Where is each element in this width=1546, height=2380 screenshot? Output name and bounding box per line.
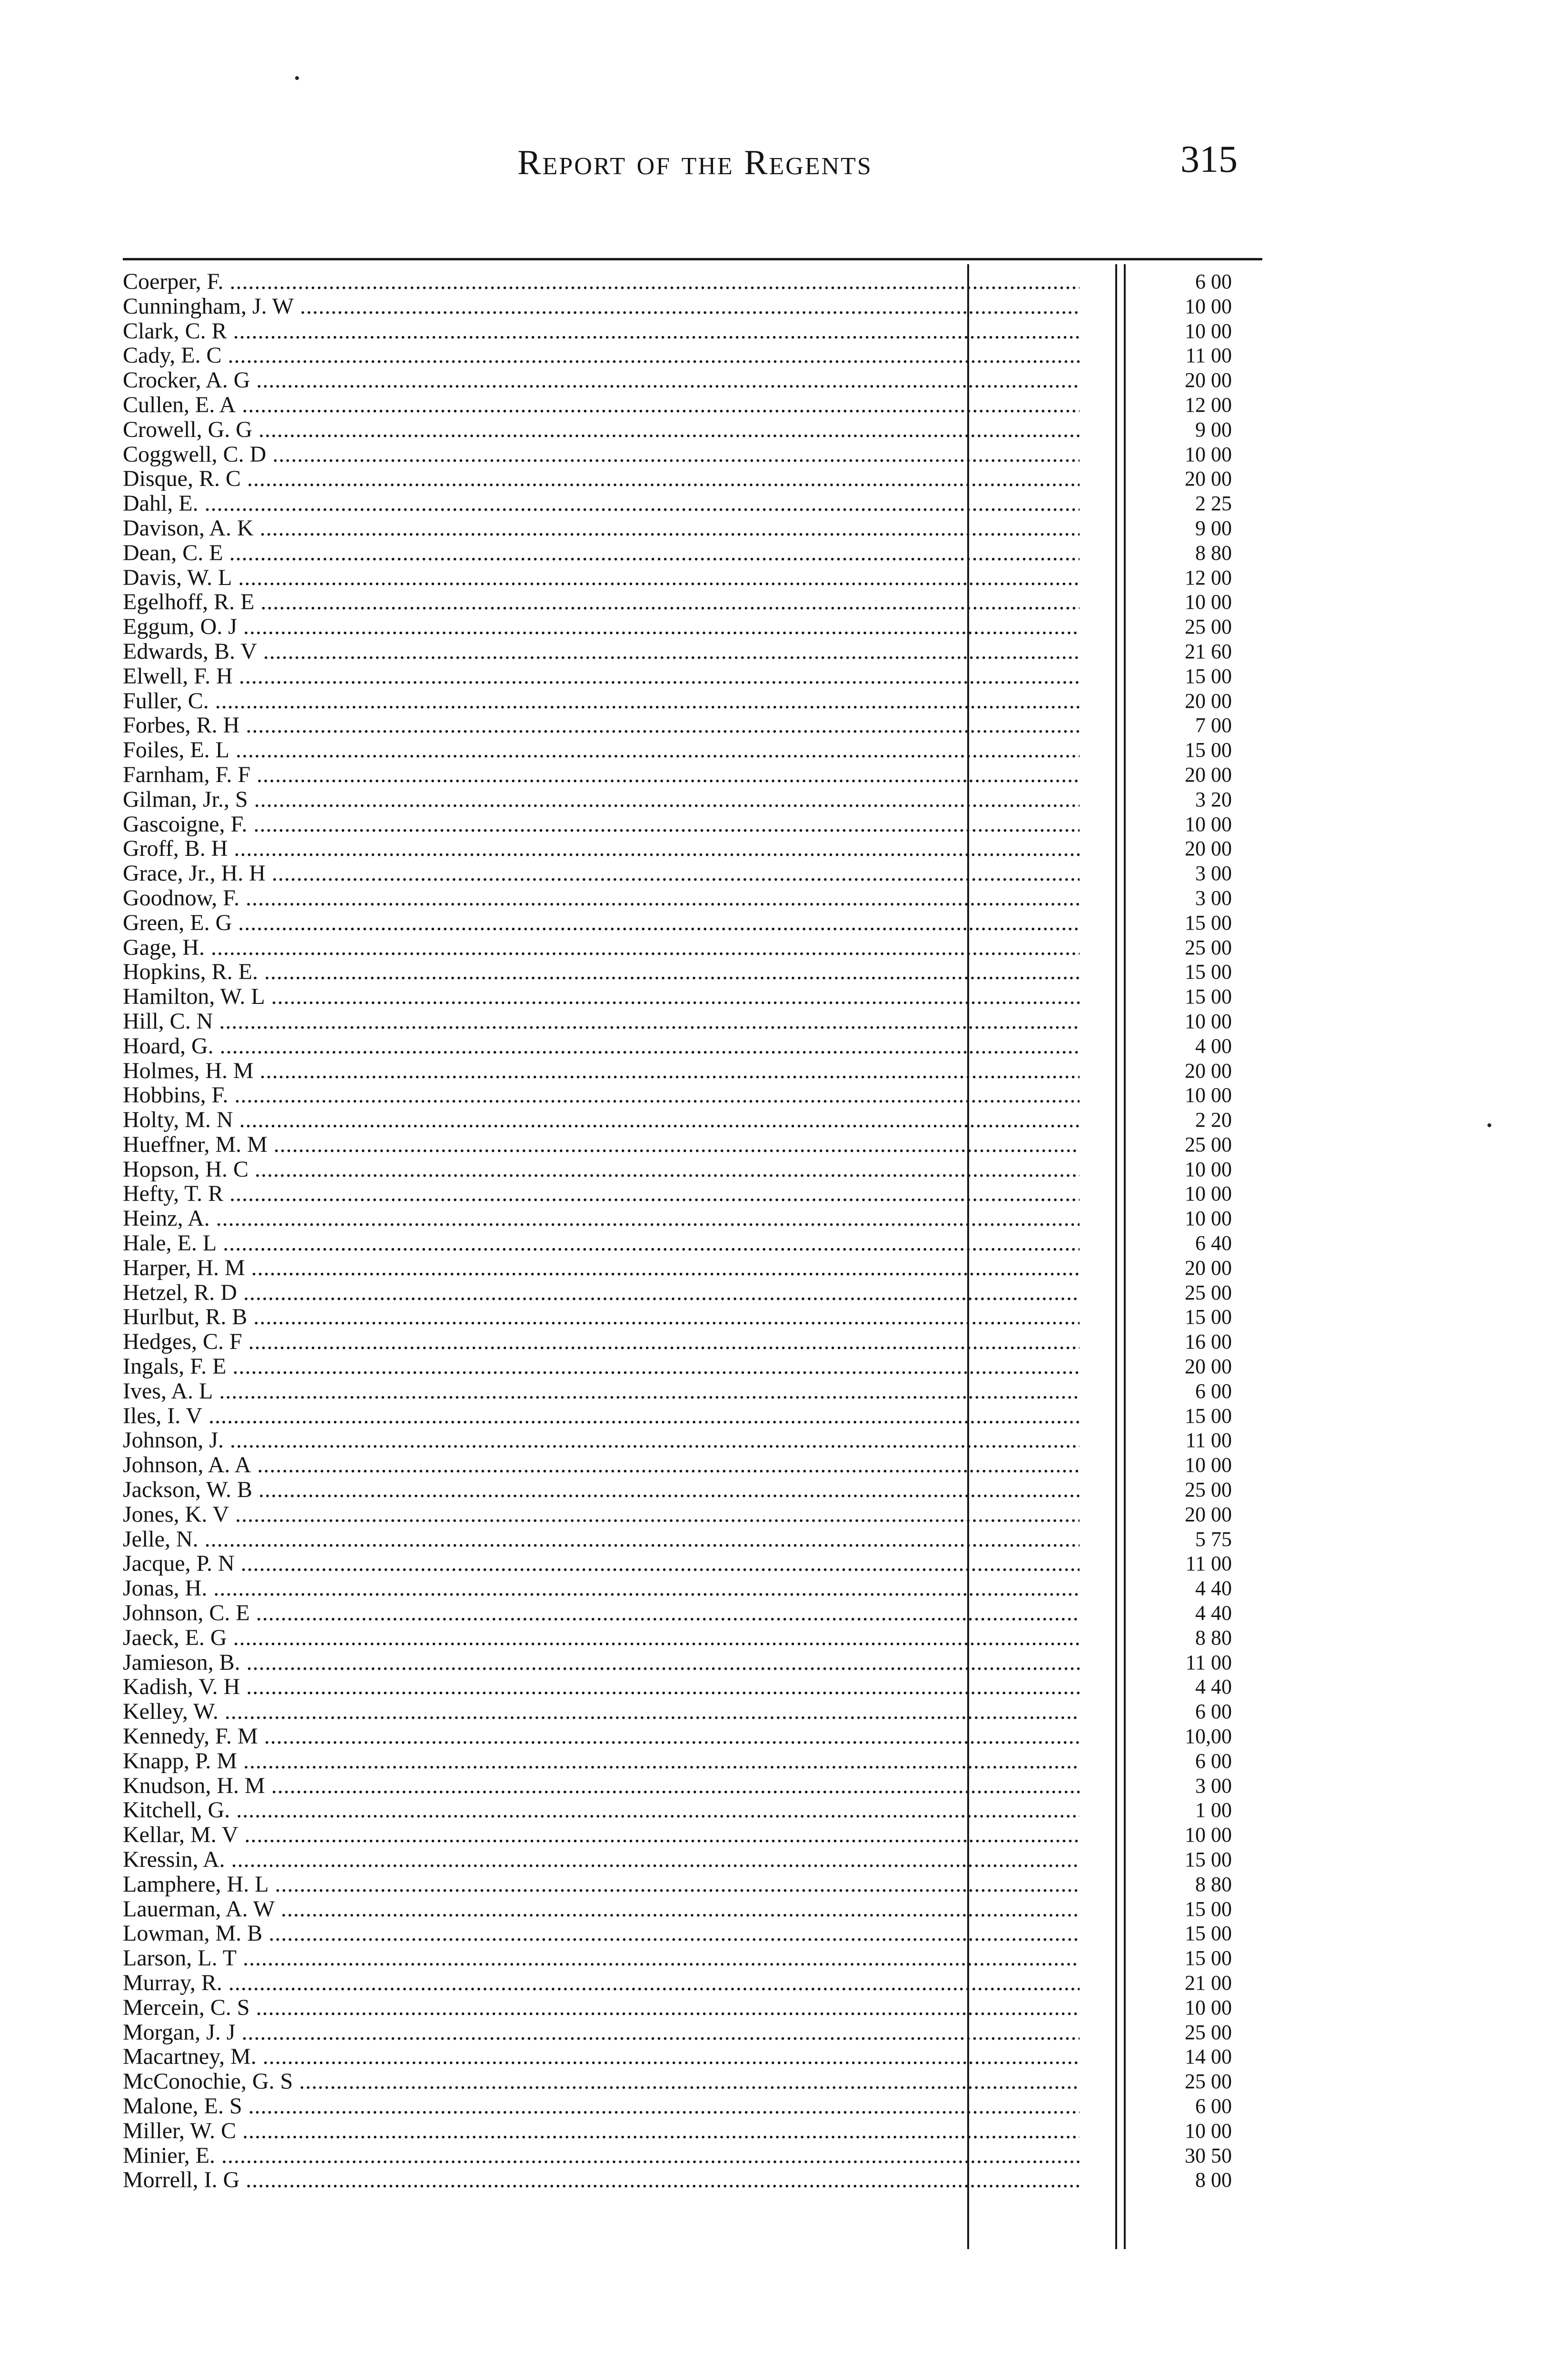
row-amount: 10 00 <box>1185 442 1232 466</box>
row-amount: 11 00 <box>1185 1552 1232 1576</box>
row-amount: 25 00 <box>1185 2070 1232 2093</box>
row-amount: 10 00 <box>1185 1207 1232 1230</box>
table-row <box>123 1478 1275 1502</box>
row-name: Kennedy, F. M ..... <box>123 1724 1080 1749</box>
payments-table <box>123 269 1275 2192</box>
row-amount: 20 00 <box>1185 763 1232 786</box>
table-row <box>123 911 1275 935</box>
row-amount: 25 00 <box>1185 615 1232 639</box>
row-name: Egelhoff, R. E ..... <box>123 590 1080 615</box>
row-amount: 15 00 <box>1185 1404 1232 1428</box>
row-name: Goodnow, F. ..... <box>123 886 1080 911</box>
row-name: Jones, K. V ..... <box>123 1502 1080 1527</box>
page-number: 315 <box>1180 139 1238 180</box>
row-name: Clark, C. R ..... <box>123 319 1080 344</box>
table-row <box>123 1551 1275 1576</box>
row-amount: 10 00 <box>1185 319 1232 343</box>
row-name: Kellar, M. V ..... <box>123 1823 1080 1847</box>
row-name: Jacque, P. N ..... <box>123 1551 1080 1576</box>
row-name: Lowman, M. B ..... <box>123 1921 1080 1946</box>
table-row <box>123 2119 1275 2143</box>
row-amount: 10 00 <box>1185 1157 1232 1181</box>
table-row <box>123 713 1275 738</box>
row-name: Iles, I. V ..... <box>123 1404 1080 1428</box>
row-name: Hetzel, R. D ..... <box>123 1280 1080 1305</box>
row-name: Dahl, E. ..... <box>123 491 1080 516</box>
row-amount: 6 00 <box>1195 1749 1232 1773</box>
table-row <box>123 491 1275 516</box>
row-amount: 4 40 <box>1195 1577 1232 1600</box>
row-amount: 2 20 <box>1195 1108 1232 1132</box>
row-name: Cady, E. C ..... <box>123 343 1080 368</box>
table-row <box>123 1428 1275 1453</box>
row-name: Miller, W. C ..... <box>123 2119 1080 2143</box>
table-row <box>123 343 1275 368</box>
row-name: Kressin, A. ..... <box>123 1847 1080 1872</box>
table-row <box>123 1453 1275 1478</box>
row-name: Green, E. G ..... <box>123 911 1080 935</box>
table-row <box>123 984 1275 1009</box>
table-row <box>123 590 1275 615</box>
row-name: Hopkins, R. E. ..... <box>123 960 1080 984</box>
table-row <box>123 565 1275 590</box>
row-amount: 4 40 <box>1195 1601 1232 1625</box>
row-amount: 10,00 <box>1185 1725 1232 1748</box>
table-row <box>123 1699 1275 1724</box>
row-name: Macartney, M. ..... <box>123 2044 1080 2069</box>
row-name: Hedges, C. F ..... <box>123 1329 1080 1354</box>
row-amount: 3 00 <box>1195 1774 1232 1797</box>
table-row <box>123 2044 1275 2069</box>
row-name: Gascoigne, F. ..... <box>123 812 1080 837</box>
row-amount: 11 00 <box>1185 1428 1232 1452</box>
row-amount: 10 00 <box>1185 1823 1232 1847</box>
row-amount: 9 00 <box>1195 417 1232 441</box>
table-row <box>123 1921 1275 1946</box>
row-name: Disque, R. C ..... <box>123 466 1080 491</box>
row-name: Groff, B. H ..... <box>123 836 1080 861</box>
table-row <box>123 1059 1275 1083</box>
table-row <box>123 787 1275 812</box>
row-amount: 15 00 <box>1185 960 1232 984</box>
row-amount: 10 00 <box>1185 1083 1232 1107</box>
row-amount: 8 00 <box>1195 2168 1232 2192</box>
table-row <box>123 1132 1275 1157</box>
row-amount: 25 00 <box>1185 1478 1232 1502</box>
table-row <box>123 1675 1275 1699</box>
row-amount: 20 00 <box>1185 1502 1232 1526</box>
row-amount: 15 00 <box>1185 1946 1232 1970</box>
row-name: Jonas, H. ..... <box>123 1576 1080 1601</box>
table-row <box>123 1009 1275 1034</box>
table-row <box>123 1724 1275 1749</box>
table-row <box>123 1034 1275 1059</box>
row-amount: 20 00 <box>1185 368 1232 392</box>
table-row <box>123 2069 1275 2094</box>
row-amount: 15 00 <box>1185 738 1232 762</box>
row-amount: 3 20 <box>1195 787 1232 811</box>
table-row <box>123 1231 1275 1256</box>
row-name: Ingals, F. E ..... <box>123 1354 1080 1379</box>
row-name: Hamilton, W. L ..... <box>123 984 1080 1009</box>
row-name: Crowell, G. G ..... <box>123 417 1080 442</box>
table-row <box>123 935 1275 960</box>
table-row <box>123 639 1275 664</box>
table-row <box>123 1329 1275 1354</box>
row-name: Edwards, B. V ..... <box>123 639 1080 664</box>
row-name: Holmes, H. M ..... <box>123 1059 1080 1083</box>
table-row <box>123 1749 1275 1774</box>
row-amount: 8 80 <box>1195 541 1232 565</box>
row-amount: 4 00 <box>1195 1034 1232 1058</box>
row-name: Foiles, E. L ..... <box>123 738 1080 763</box>
row-amount: 6 00 <box>1195 2094 1232 2118</box>
row-amount: 21 60 <box>1185 639 1232 663</box>
table-row <box>123 1206 1275 1231</box>
row-name: Grace, Jr., H. H ..... <box>123 861 1080 886</box>
row-amount: 12 00 <box>1185 393 1232 416</box>
row-amount: 15 00 <box>1185 1922 1232 1945</box>
table-row <box>123 1847 1275 1872</box>
table-row <box>123 836 1275 861</box>
row-name: Hoard, G. ..... <box>123 1034 1080 1059</box>
row-name: Cullen, E. A ..... <box>123 393 1080 417</box>
row-name: Morrell, I. G ..... <box>123 2168 1080 2192</box>
row-name: Hill, C. N ..... <box>123 1009 1080 1034</box>
table-row <box>123 1379 1275 1404</box>
row-amount: 10 00 <box>1185 294 1232 318</box>
table-row <box>123 1774 1275 1798</box>
row-name: Harper, H. M ..... <box>123 1256 1080 1280</box>
row-amount: 10 00 <box>1185 1453 1232 1477</box>
row-amount: 10 00 <box>1185 1995 1232 2019</box>
row-amount: 20 00 <box>1185 689 1232 713</box>
table-row <box>123 1626 1275 1650</box>
row-amount: 10 00 <box>1185 1182 1232 1206</box>
row-name: Jaeck, E. G ..... <box>123 1626 1080 1650</box>
row-name: Hefty, T. R ..... <box>123 1181 1080 1206</box>
row-name: Dean, C. E ..... <box>123 541 1080 565</box>
row-name: Lauerman, A. W ..... <box>123 1897 1080 1922</box>
row-name: Johnson, C. E ..... <box>123 1601 1080 1626</box>
table-row <box>123 1946 1275 1971</box>
row-amount: 14 00 <box>1185 2045 1232 2069</box>
row-amount: 30 50 <box>1185 2143 1232 2167</box>
table-row <box>123 393 1275 417</box>
table-row <box>123 2020 1275 2045</box>
row-amount: 11 00 <box>1185 1650 1232 1674</box>
row-name: Knudson, H. M ..... <box>123 1774 1080 1798</box>
row-name: Hueffner, M. M ..... <box>123 1132 1080 1157</box>
top-rule <box>123 258 1262 260</box>
table-row <box>123 319 1275 344</box>
table-row <box>123 1181 1275 1206</box>
row-name: Kitchell, G. ..... <box>123 1798 1080 1823</box>
row-name: Hopson, H. C ..... <box>123 1157 1080 1182</box>
table-row <box>123 763 1275 787</box>
row-name: Crocker, A. G ..... <box>123 368 1080 393</box>
table-row <box>123 2094 1275 2119</box>
row-amount: 20 00 <box>1185 467 1232 491</box>
row-amount: 25 00 <box>1185 1132 1232 1156</box>
row-amount: 5 75 <box>1195 1527 1232 1551</box>
table-row <box>123 615 1275 639</box>
table-row <box>123 516 1275 541</box>
row-name: Davison, A. K ..... <box>123 516 1080 541</box>
row-name: Gilman, Jr., S ..... <box>123 787 1080 812</box>
row-amount: 4 40 <box>1195 1675 1232 1699</box>
table-row <box>123 1527 1275 1552</box>
row-amount: 10 00 <box>1185 2119 1232 2142</box>
row-amount: 25 00 <box>1185 2020 1232 2044</box>
row-name: Minier, E. ..... <box>123 2143 1080 2168</box>
row-name: Holty, M. N ..... <box>123 1108 1080 1132</box>
table-row <box>123 861 1275 886</box>
row-name: Knapp, P. M ..... <box>123 1749 1080 1774</box>
row-amount: 11 00 <box>1185 344 1232 367</box>
table-row <box>123 738 1275 763</box>
row-amount: 21 00 <box>1185 1971 1232 1994</box>
table-row <box>123 960 1275 984</box>
table-row <box>123 2143 1275 2168</box>
table-row <box>123 442 1275 467</box>
row-amount: 6 00 <box>1195 1700 1232 1724</box>
table-row <box>123 1502 1275 1527</box>
row-amount: 10 00 <box>1185 812 1232 836</box>
row-amount: 15 00 <box>1185 1848 1232 1871</box>
table-row <box>123 664 1275 689</box>
table-row <box>123 1576 1275 1601</box>
row-name: Mercein, C. S ..... <box>123 1995 1080 2020</box>
table-row <box>123 1256 1275 1280</box>
row-name: McConochie, G. S ..... <box>123 2069 1080 2094</box>
row-amount: 20 00 <box>1185 1256 1232 1279</box>
table-row <box>123 368 1275 393</box>
table-row <box>123 1157 1275 1182</box>
table-row <box>123 1108 1275 1132</box>
row-amount: 15 00 <box>1185 1897 1232 1921</box>
row-name: Eggum, O. J ..... <box>123 615 1080 639</box>
table-row <box>123 689 1275 714</box>
table-row <box>123 1650 1275 1675</box>
row-name: Johnson, A. A ..... <box>123 1453 1080 1478</box>
row-name: Jelle, N. ..... <box>123 1527 1080 1552</box>
row-amount: 20 00 <box>1185 1059 1232 1082</box>
row-name: Lamphere, H. L ..... <box>123 1872 1080 1897</box>
row-name: Forbes, R. H ..... <box>123 713 1080 738</box>
row-amount: 15 00 <box>1185 911 1232 934</box>
row-name: Kelley, W. ..... <box>123 1699 1080 1724</box>
row-name: Coerper, F. ..... <box>123 269 1080 294</box>
running-title: Report of the Regents <box>517 143 872 182</box>
row-name: Malone, E. S ..... <box>123 2094 1080 2119</box>
row-amount: 15 00 <box>1185 664 1232 688</box>
table-row <box>123 1798 1275 1823</box>
row-name: Morgan, J. J ..... <box>123 2020 1080 2045</box>
row-amount: 15 00 <box>1185 985 1232 1009</box>
row-amount: 9 00 <box>1195 516 1232 540</box>
row-name: Ives, A. L ..... <box>123 1379 1080 1404</box>
row-amount: 20 00 <box>1185 837 1232 861</box>
row-name: Cunningham, J. W ..... <box>123 294 1080 319</box>
table-row <box>123 1280 1275 1305</box>
table-row <box>123 269 1275 294</box>
row-amount: 25 00 <box>1185 935 1232 959</box>
row-amount: 2 25 <box>1195 492 1232 516</box>
table-row <box>123 812 1275 837</box>
table-row <box>123 1404 1275 1428</box>
table-row <box>123 1305 1275 1329</box>
row-amount: 12 00 <box>1185 565 1232 589</box>
row-name: Elwell, F. H ..... <box>123 664 1080 689</box>
row-amount: 6 00 <box>1195 270 1232 293</box>
row-amount: 20 00 <box>1185 1355 1232 1378</box>
table-row <box>123 541 1275 565</box>
row-amount: 7 00 <box>1195 714 1232 737</box>
table-row <box>123 294 1275 319</box>
row-name: Coggwell, C. D ..... <box>123 442 1080 467</box>
row-name: Heinz, A. ..... <box>123 1206 1080 1231</box>
row-name: Kadish, V. H ..... <box>123 1675 1080 1699</box>
row-name: Murray, R. ..... <box>123 1971 1080 1995</box>
row-name: Gage, H. ..... <box>123 935 1080 960</box>
table-row <box>123 1083 1275 1108</box>
row-name: Davis, W. L ..... <box>123 565 1080 590</box>
row-name: Larson, L. T ..... <box>123 1946 1080 1971</box>
table-row <box>123 2168 1275 2192</box>
table-row <box>123 417 1275 442</box>
row-amount: 25 00 <box>1185 1280 1232 1304</box>
row-amount: 6 00 <box>1195 1379 1232 1403</box>
row-amount: 8 80 <box>1195 1872 1232 1896</box>
table-row <box>123 466 1275 491</box>
row-name: Johnson, J. ..... <box>123 1428 1080 1453</box>
page-speck <box>295 76 299 80</box>
row-name: Hobbins, F. ..... <box>123 1083 1080 1108</box>
table-row <box>123 1872 1275 1897</box>
row-amount: 8 80 <box>1195 1626 1232 1649</box>
table-row <box>123 1995 1275 2020</box>
table-row <box>123 1823 1275 1847</box>
row-name: Farnham, F. F ..... <box>123 763 1080 787</box>
row-name: Jamieson, B. ..... <box>123 1650 1080 1675</box>
page-speck <box>1487 1123 1491 1127</box>
row-amount: 1 00 <box>1195 1798 1232 1822</box>
row-amount: 10 00 <box>1185 590 1232 614</box>
row-amount: 6 40 <box>1195 1231 1232 1255</box>
row-name: Hale, E. L ..... <box>123 1231 1080 1256</box>
table-row <box>123 1897 1275 1922</box>
row-amount: 10 00 <box>1185 1009 1232 1033</box>
row-name: Hurlbut, R. B ..... <box>123 1305 1080 1329</box>
table-row <box>123 1971 1275 1995</box>
row-amount: 16 00 <box>1185 1330 1232 1354</box>
table-row <box>123 1354 1275 1379</box>
row-amount: 3 00 <box>1195 862 1232 885</box>
table-row <box>123 1601 1275 1626</box>
row-amount: 3 00 <box>1195 886 1232 910</box>
row-name: Jackson, W. B ..... <box>123 1478 1080 1502</box>
row-name: Fuller, C. ..... <box>123 689 1080 714</box>
table-row <box>123 886 1275 911</box>
row-amount: 15 00 <box>1185 1305 1232 1329</box>
